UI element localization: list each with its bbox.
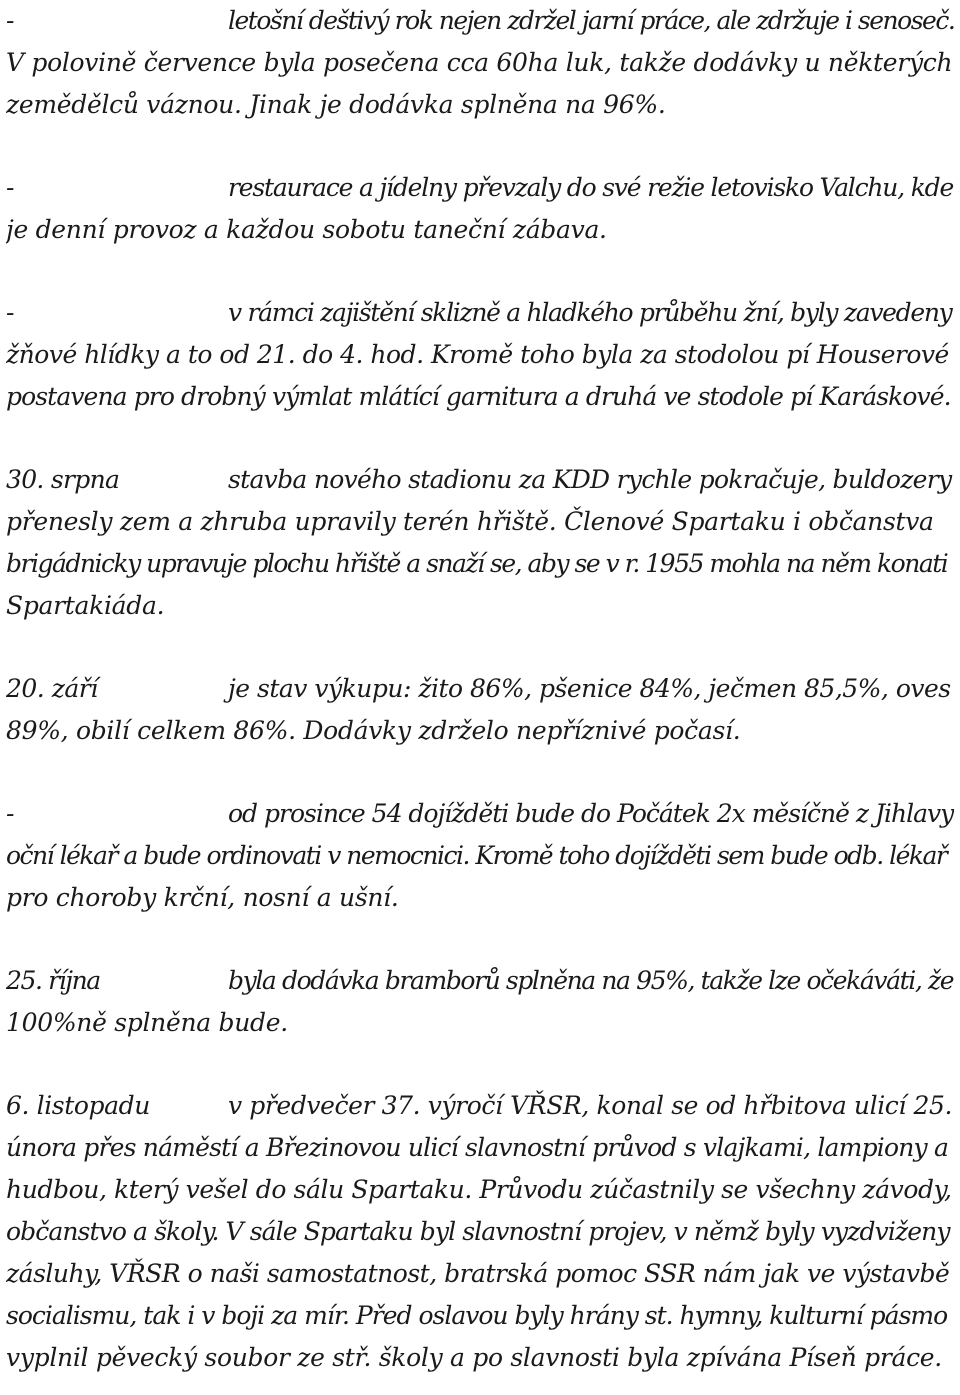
entry-first-line <box>6 292 954 334</box>
entry-line: brigádnicky upravuje plochu hřiště a snaží se, aby se v r. 1955 mohla na něm konati <box>6 549 948 578</box>
entry-line: přenesly zem a zhruba upravily terén hřiště. Členové Spartaku i občanstva <box>6 507 934 536</box>
entry-line: zásluhy, VŘSR o naši samostatnost, bratrská pomoc SSR nám jak ve výstavbě <box>6 1259 950 1288</box>
entry-line: února přes náměstí a Březinovou ulicí slavnostní průvod s vlajkami, lampiony a <box>6 1133 949 1162</box>
entry-line: V polovině července byla posečena cca 60ha luk, takže dodávky u některých <box>6 48 953 77</box>
entry-line: občanstvo a školy. V sále Spartaku byl slavnostní projev, v němž byly vyzdviženy <box>6 1217 950 1246</box>
entry-line-text: byla dodávka bramborů splněna na 95%, takže lze očekáváti, že <box>228 966 954 995</box>
entry-line-text: restaurace a jídelny převzaly do své režie letovisko Valchu, kde <box>228 173 954 202</box>
entry-line: 100%ně splněna bude. <box>6 1008 288 1037</box>
entry-first-line <box>6 1085 954 1127</box>
entry-first-line <box>6 0 954 42</box>
entry-line: hudbou, který vešel do sálu Spartaku. Průvodu zúčastnily se všechny závody, <box>6 1175 952 1204</box>
entry-date: 30. srpna <box>6 465 120 494</box>
entry-line: Spartakiáda. <box>6 591 165 620</box>
entry-date: 25. října <box>6 966 100 995</box>
document-page <box>6 0 954 1379</box>
entry-date: 6. listopadu <box>6 1091 150 1120</box>
entry-line-text: od prosince 54 dojížděti bude do Počátek 2x měsíčně z Jihlavy <box>228 799 954 828</box>
entry-first-line <box>6 960 954 1002</box>
entry-first-line <box>6 167 954 209</box>
entry-line-text: v rámci zajištění sklizně a hladkého průběhu žní, byly zavedeny <box>228 298 952 327</box>
entry-line: 89%, obilí celkem 86%. Dodávky zdrželo nepříznivé počasí. <box>6 716 741 745</box>
chronicle-entry <box>6 292 954 418</box>
chronicle-entry <box>6 167 954 251</box>
entry-line: žňové hlídky a to od 21. do 4. hod. Kromě toho byla za stodolou pí Houserové <box>6 340 949 369</box>
chronicle-entry <box>6 1085 954 1379</box>
entry-first-line <box>6 668 954 710</box>
entry-line: je denní provoz a každou sobotu taneční zábava. <box>6 215 607 244</box>
chronicle-entry <box>6 960 954 1044</box>
entry-lead: - <box>6 298 14 327</box>
entry-lead: - <box>6 799 14 828</box>
entry-line-text: letošní deštivý rok nejen zdržel jarní práce, ale zdržuje i senoseč. <box>228 6 954 35</box>
entry-line: oční lékař a bude ordinovati v nemocnici. Kromě toho dojížděti sem bude odb. lékař <box>6 841 947 870</box>
entry-line: socialismu, tak i v boji za mír. Před oslavou byly hrány st. hymny, kulturní pásmo <box>6 1301 948 1330</box>
entry-line: postavena pro drobný výmlat mlátící garnitura a druhá ve stodole pí Karáskové. <box>6 382 951 411</box>
entry-lead: - <box>6 173 14 202</box>
entry-date: 20. září <box>6 674 98 703</box>
entry-first-line <box>6 459 954 501</box>
entry-line: pro choroby krční, nosní a ušní. <box>6 883 399 912</box>
chronicle-entry <box>6 459 954 627</box>
chronicle-entry <box>6 668 954 752</box>
entry-line: vyplnil pěvecký soubor ze stř. školy a po slavnosti byla zpívána Píseň práce. <box>6 1343 942 1372</box>
entry-first-line <box>6 793 954 835</box>
entry-line-text: je stav výkupu: žito 86%, pšenice 84%, ječmen 85,5%, oves <box>228 674 951 703</box>
chronicle-entry <box>6 793 954 919</box>
chronicle-entry <box>6 0 954 126</box>
entry-line-text: v předvečer 37. výročí VŘSR, konal se od hřbitova ulicí 25. <box>228 1091 953 1120</box>
entry-line-text: stavba nového stadionu za KDD rychle pokračuje, buldozery <box>228 465 952 494</box>
entry-lead: - <box>6 6 13 35</box>
entry-line: zemědělců váznou. Jinak je dodávka splněna na 96%. <box>6 90 666 119</box>
